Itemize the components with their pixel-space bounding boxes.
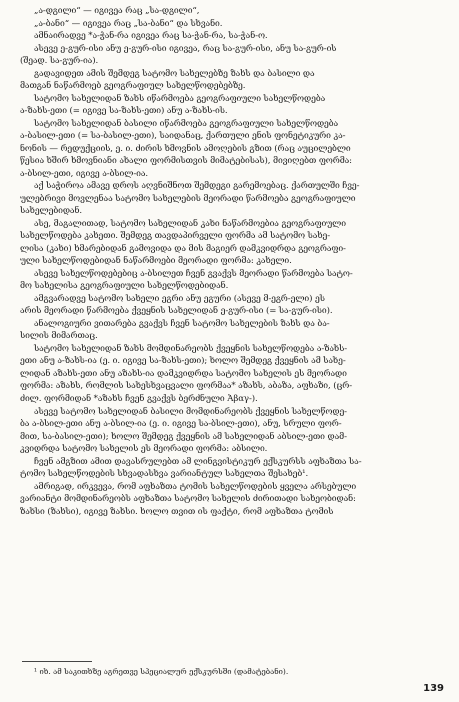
text-line: ამრიგად, ირკვევა, რომ აფხაზთა ტომის სახელწოდების ყველა არსებული <box>34 481 357 492</box>
text-line: ასევე ე-გურ-ისი ანუ ე-გურ-ისი იგივეა, რაც სა-გურ-ისი, ანუ სა-გურ-ის <box>34 43 337 54</box>
text-line: გადავიდეთ ამის შემდეგ სატომო სახელებზე ზახს და ბასილი და <box>34 68 315 79</box>
text-line: ვარიანტი მომდინარეობს აფხაზთა სატომო სახელის ძირითადი სახეობიდან: <box>20 494 356 505</box>
text-line: ასევე სახელწოდებებიც ა-ბსილეთ ჩვენ გვაქვს მეორადი წარმოება სატო- <box>34 268 353 279</box>
text-line: ნონის — რედუქციის, ე. ი. ძირის ხმოვნის ამოღების გზით (რაც აუცილებლი <box>20 143 351 154</box>
text-line: ტომო სახელწოდების სხვადასხვა ვარიანტულ სახელთა შესახებ¹. <box>20 469 309 480</box>
text-line: სატომო სახელიდან ზახს იწარმოება გეოგრაფიული სახელწოდება <box>34 93 326 104</box>
text-line: ულებრივი მოვლენაა სატომო სახელების მეორადი წარმოება გეოგრაფიული <box>20 193 356 204</box>
text-line: სახელებიდან. <box>20 206 83 217</box>
text-line: ლიდან აზახს-ეთი ანუ აზახს-ია დამკვიდრდა სატომო სახელის ეს მეორადი <box>20 368 347 379</box>
body-text <box>20 5 446 518</box>
text-line: ამნაირადვე *ა-ჭან-რა იგივეა რაც სა-ჭან-რა, სა-ჭან-ო. <box>34 31 268 42</box>
text-line: „ა-ბანი“ — იგივეა რაც „სა-ბანი“ და სხვანი. <box>34 18 223 29</box>
text-line: აქ საჭიროა ამავე დროს აღვნიშნოთ შემდეგი გარემოებაც. ქართულში ჩვე- <box>34 181 360 192</box>
text-line: ჩვენ ამგზით ამით დავასრულებთ ამ ლინგვისტიკურ ექსკურსს აფხაზთა სა- <box>34 456 362 467</box>
text-line: ფორმა: აზახს, რომლის სახესხვაცვალი ფორმაა* აზახს, აბაზა, აფხაზი, (ცრ- <box>20 381 352 392</box>
text-line: ა-ზახს-ეთი (= იგივე სა-ზახს-ეთი) ანუ ა-ზახს-ის. <box>20 106 228 117</box>
text-line: ა-ბსილ-ეთი, იგივე ა-ბსილ-ია. <box>20 168 149 179</box>
text-line: სატომო სახელიდან ბასილი იწარმოება გეოგრაფიული სახელწოდება <box>34 118 339 129</box>
text-line: არის მეორადი წარმოება ქვეყნის სახელიდან ე-გურ-ისი (= სა-გურ-ისი). <box>20 306 333 317</box>
text-line: სატომო სახელიდან ზახს მომდინარეობს ქვეყნის სახელწოდება ა-ზახს- <box>34 343 348 354</box>
text-line: „ა-დგილი“ — იგივეა რაც „სა-დგილი“, <box>34 6 200 16</box>
text-line: ლისა (კახი) ხმარებიდან გამოვიდა და მის მაგიერ დამკვიდრდა გეოგრაფი- <box>20 243 346 254</box>
text-line: მით, სა-ბასილ-ეთი); ხოლო შემდეგ ქვეყნის ამ სახელიდან აბსილ-ეთი დამ- <box>20 431 347 442</box>
text-line: ა-ბასილ-ეთი (= სა-ბასილ-ეთი), საიდანაც, ქართული ენის ფონეტიკური კა- <box>20 131 346 142</box>
text-line: წესია ხშირ ხმოვნიანი ახალი ფორმისთვის მიმატებისას), მივიღებთ ფორმა: <box>20 156 352 167</box>
text-line: სილის მიმართაც. <box>20 331 98 342</box>
text-line: ანალოგიური ვითარება გვაქვს ჩვენ სატომო სახელების ზახს და ბა- <box>34 318 330 329</box>
footnote-divider <box>22 661 92 662</box>
page-number: 139 <box>423 683 444 694</box>
text-line: ამგვარადვე სატომო სახელი ეგრი ანუ ეგური (ასევე მ-ეგრ-ელი) ეს <box>34 293 325 304</box>
text-line: (შეად. სა-გურ-ია). <box>20 56 99 67</box>
text-line: სახელწოდება კახეთი. შემდეგ თავდაპირველი ფორმა ამ სატომო სახე- <box>20 231 331 242</box>
text-line: ასევე სატომო სახელიდან ბასილი მომდინარეობს ქვეყნის სახელწოდე- <box>34 406 347 417</box>
text-line: ბა ა-ბსილ-ეთი ანუ ა-ბსილ-ია (ე. ი. იგივე სა-ბსილ-ეთი), ანუ, სრული ფორ- <box>20 419 342 430</box>
text-line: კვიდრდა სატომო სახელის ეს მეორადი ფორმა: აბსილი. <box>20 444 268 455</box>
text-line: ზახსი (ზახსი), იგივე ზახსი. ხოლო თვით ის ფაქტი, რომ აფხაზთა ტომის <box>20 506 334 517</box>
footnote: ¹ იხ. ამ საკითხზე აგრეთვე სპეციალურ ექსკურსში (დამატებანი). <box>34 667 289 676</box>
text-line: მო სახელისა გეოგრაფიული სახელწოდებიდან. <box>20 281 229 292</box>
text-line: მათგან ნაწარმოებ გეოგრაფიულ სახელწოდებებზე. <box>20 81 246 92</box>
text-line: ული სახელწოდებიდან ნაწარმოები მეორადი ფორმა: კახელი. <box>20 256 292 267</box>
text-line: ეთი ანუ ა-ზახს-ია (ე. ი. იგივე სა-ზახს-ეთი); ხოლო შემდეგ ქვეყნის ამ სახე- <box>20 356 346 367</box>
text-line: ძილ. ფორმიდან *აზახს ჩვენ გვაქვს ბერძნული Ἀβαγ-). <box>20 393 258 404</box>
text-line: ასე, მაგალითად, სატომო სახელიდან კახი ნაწარმოებია გეოგრაფიული <box>34 218 346 229</box>
